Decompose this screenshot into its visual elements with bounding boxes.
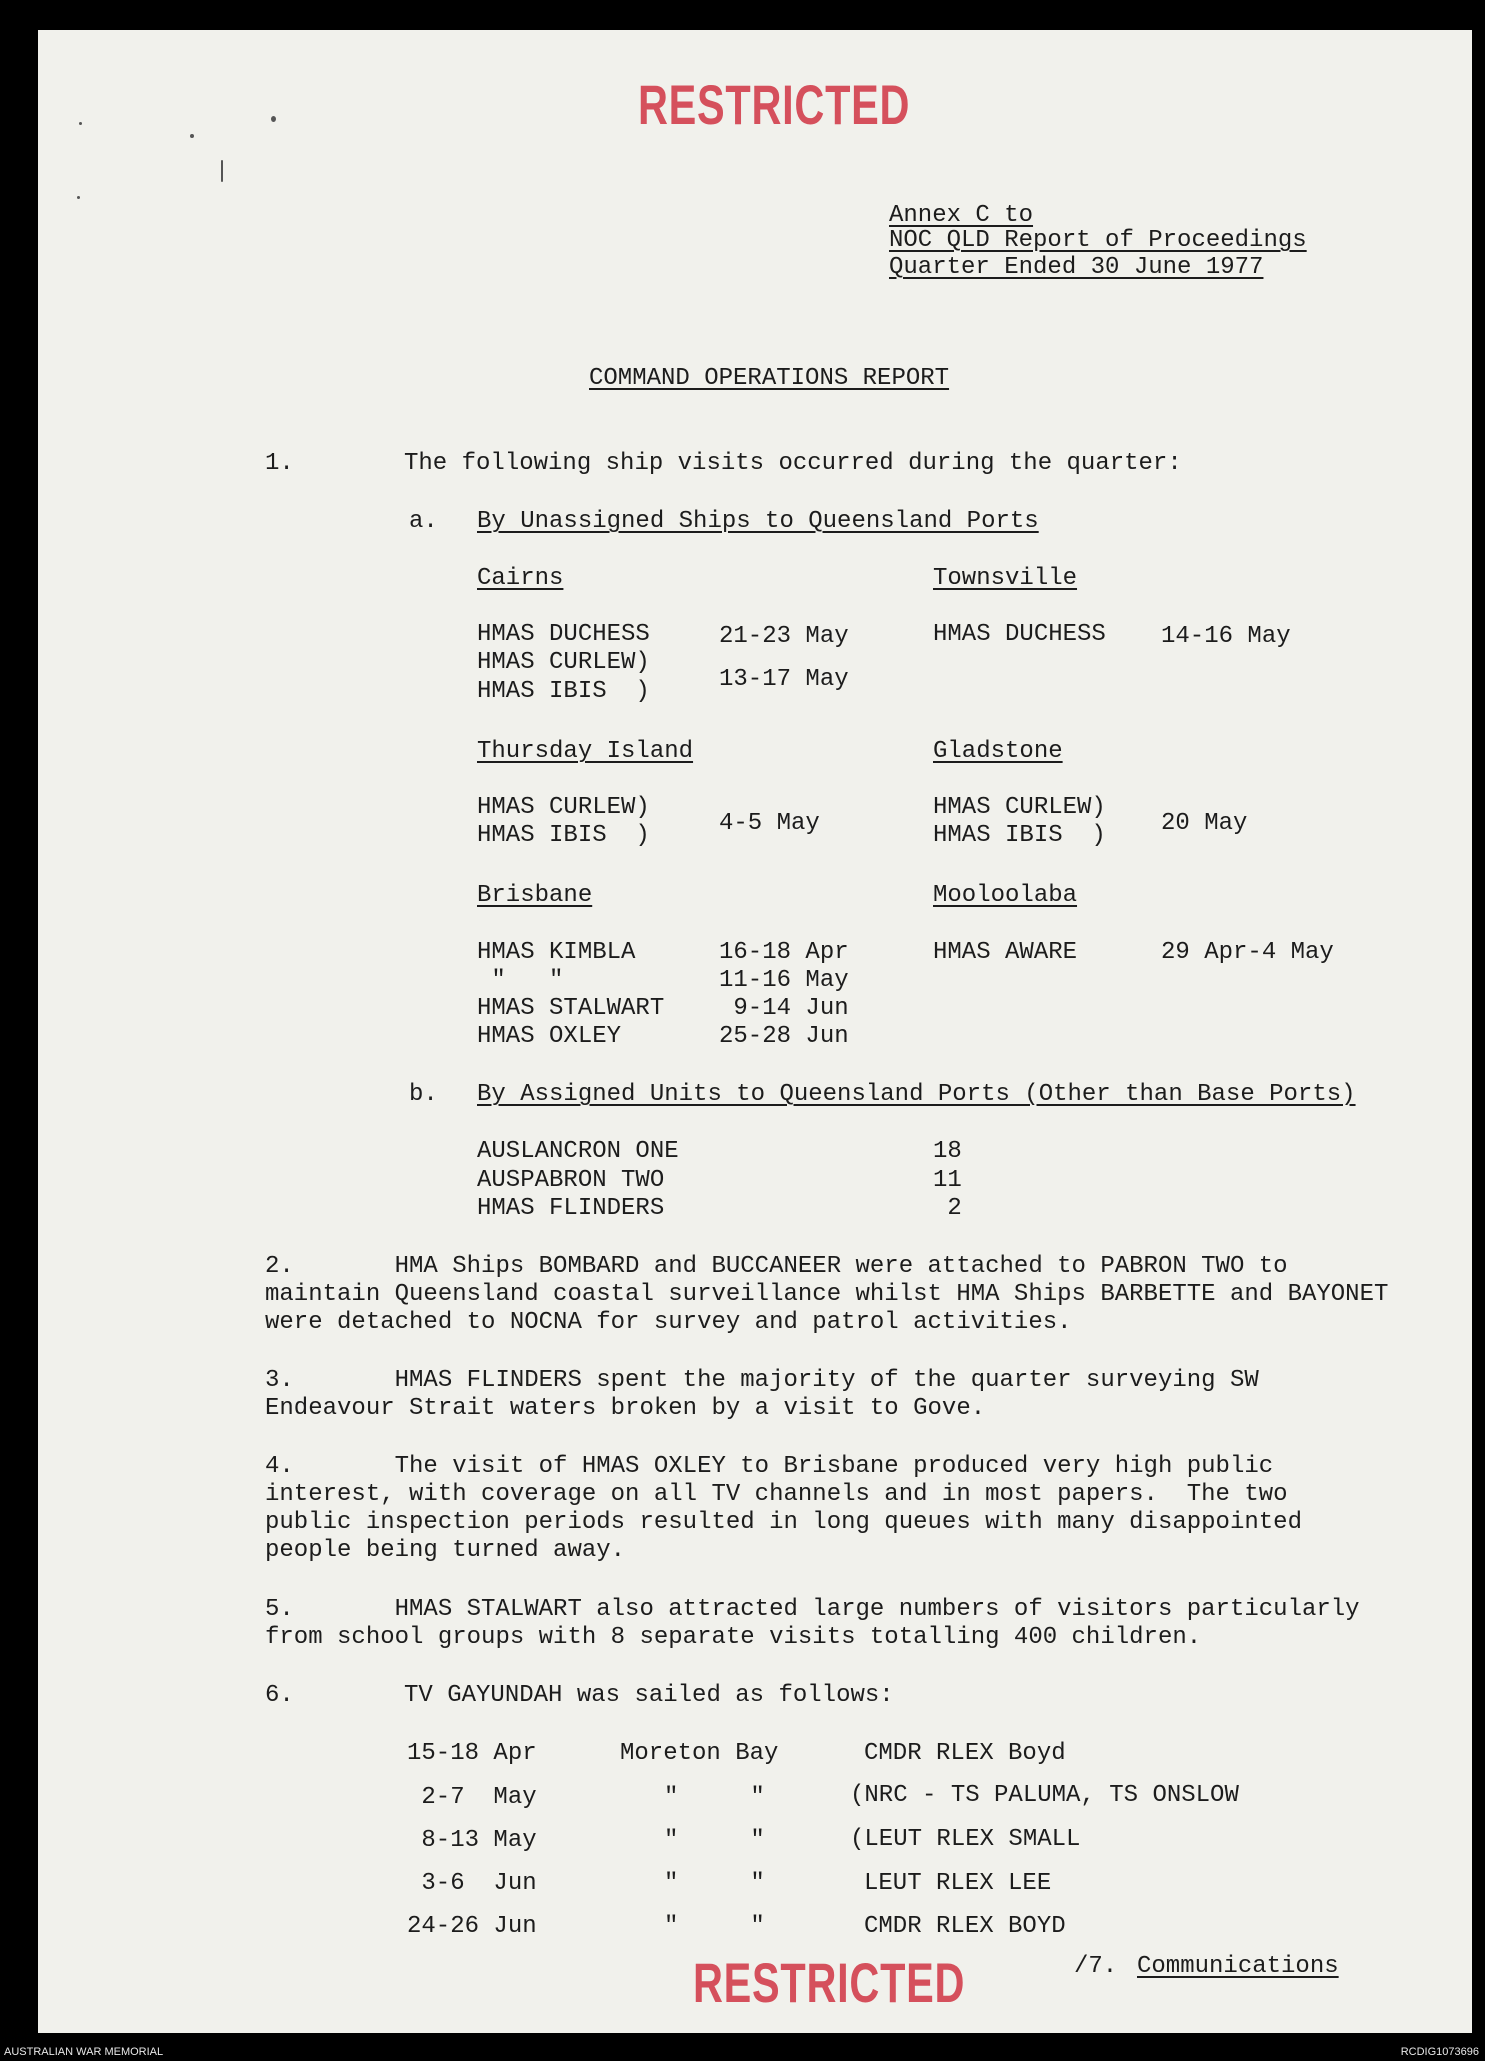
report-title: COMMAND OPERATIONS REPORT [589,365,950,392]
para-3-line: 3. HMAS FLINDERS spent the majority of the quarter surveying SW [265,1367,1259,1394]
port-cairns: Cairns [477,565,564,592]
unit-count: 2 [933,1195,962,1222]
sailing-dates: 15-18 Apr [407,1740,537,1767]
sailing-area: " " [664,1784,765,1811]
sailing-dates: 8-13 May [407,1827,537,1854]
para-4-line: public inspection periods resulted in long queues with many disappointed [265,1509,1302,1536]
port-gladstone: Gladstone [933,738,1063,765]
para-2-line: maintain Queensland coastal surveillance whilst HMA Ships BARBETTE and BAYONET [265,1281,1389,1308]
port-brisbane: Brisbane [477,882,593,909]
port-townsville: Townsville [933,565,1078,592]
sailing-officer: LEUT RLEX LEE [864,1870,1052,1897]
footer-item-id: RCDIG1073696 [1400,2046,1479,2058]
footer-archive-name: AUSTRALIAN WAR MEMORIAL [4,2046,164,2058]
ship: HMAS CURLEW) [477,649,650,676]
port-mooloolaba: Mooloolaba [933,882,1078,909]
ship: HMAS DUCHESS [477,621,650,648]
para-4-line: interest, with coverage on all TV channels and in most papers. The two [265,1481,1288,1508]
sub-a-heading: By Unassigned Ships to Queensland Ports [477,508,1039,535]
restricted-stamp-bottom: RESTRICTED [693,1951,966,2014]
paper-speck [221,160,223,182]
para-3-line: Endeavour Strait waters broken by a visit to Gove. [265,1395,986,1422]
sailing-officer: (NRC - TS PALUMA, TS ONSLOW [850,1782,1239,1809]
visit-date: 9-14 Jun [719,995,849,1022]
visit-date: 16-18 Apr [719,939,849,966]
para-6-number: 6. [265,1682,294,1709]
sub-b-label: b. [409,1081,438,1108]
unit-name: AUSLANCRON ONE [477,1138,679,1165]
paper-speck [190,134,194,138]
sailing-area: " " [664,1827,765,1854]
port-thursday-island: Thursday Island [477,738,694,765]
continuation-prefix: /7. [1074,1953,1132,1980]
visit-date: 13-17 May [719,666,849,693]
para-4-line: 4. The visit of HMAS OXLEY to Brisbane produced very high public [265,1453,1274,1480]
visit-date: 11-16 May [719,967,849,994]
sub-a-label: a. [409,508,438,535]
ship: HMAS IBIS ) [933,822,1106,849]
ship: HMAS DUCHESS [933,621,1106,648]
unit-count: 11 [933,1167,962,1194]
unit-count: 18 [933,1138,962,1165]
para-6-text: TV GAYUNDAH was sailed as follows: [404,1682,894,1709]
ship: HMAS CURLEW) [477,794,650,821]
para-5-line: from school groups with 8 separate visits totalling 400 children. [265,1624,1202,1651]
restricted-stamp-top: RESTRICTED [638,73,911,136]
unit-name: AUSPABRON TWO [477,1167,665,1194]
sub-b-heading: By Assigned Units to Queensland Ports (Other than Base Ports) [477,1081,1356,1108]
para-2-line: were detached to NOCNA for survey and patrol activities. [265,1309,1072,1336]
para-1-number: 1. [265,450,294,477]
sailing-officer: CMDR RLEX Boyd [864,1740,1066,1767]
para-1-text: The following ship visits occurred during the quarter: [404,450,1182,477]
para-5-line: 5. HMAS STALWART also attracted large numbers of visitors particularly [265,1596,1360,1623]
annex-line-1: Annex C to [889,202,1034,229]
sailing-area: Moreton Bay [620,1740,779,1767]
visit-date: 25-28 Jun [719,1023,849,1050]
sailing-dates: 24-26 Jun [407,1913,537,1940]
paper-speck [271,116,276,122]
annex-line-3: Quarter Ended 30 June 1977 [889,254,1264,281]
continuation-label: Communications [1137,1953,1339,1980]
ship: HMAS IBIS ) [477,822,650,849]
sailing-officer: (LEUT RLEX SMALL [850,1826,1081,1853]
visit-date: 14-16 May [1161,623,1291,650]
ship: HMAS IBIS ) [477,678,650,705]
ship: HMAS KIMBLA [477,939,636,966]
paper-speck [79,122,82,125]
sailing-dates: 2-7 May [407,1784,537,1811]
paper-speck [77,196,80,199]
visit-date: 29 Apr-4 May [1161,939,1334,966]
ship: " " [477,967,564,994]
visit-date: 4-5 May [719,810,820,837]
unit-name: HMAS FLINDERS [477,1195,665,1222]
sailing-officer: CMDR RLEX BOYD [864,1913,1066,1940]
annex-line-2: NOC QLD Report of Proceedings [889,227,1307,254]
ship: HMAS AWARE [933,939,1078,966]
para-2-line: 2. HMA Ships BOMBARD and BUCCANEER were attached to PABRON TWO to [265,1253,1288,1280]
ship: HMAS CURLEW) [933,794,1106,821]
ship: HMAS STALWART [477,995,665,1022]
visit-date: 20 May [1161,810,1248,837]
para-4-line: people being turned away. [265,1537,626,1564]
visit-date: 21-23 May [719,623,849,650]
ship: HMAS OXLEY [477,1023,622,1050]
sailing-area: " " [664,1870,765,1897]
sailing-dates: 3-6 Jun [407,1870,537,1897]
sailing-area: " " [664,1913,765,1940]
